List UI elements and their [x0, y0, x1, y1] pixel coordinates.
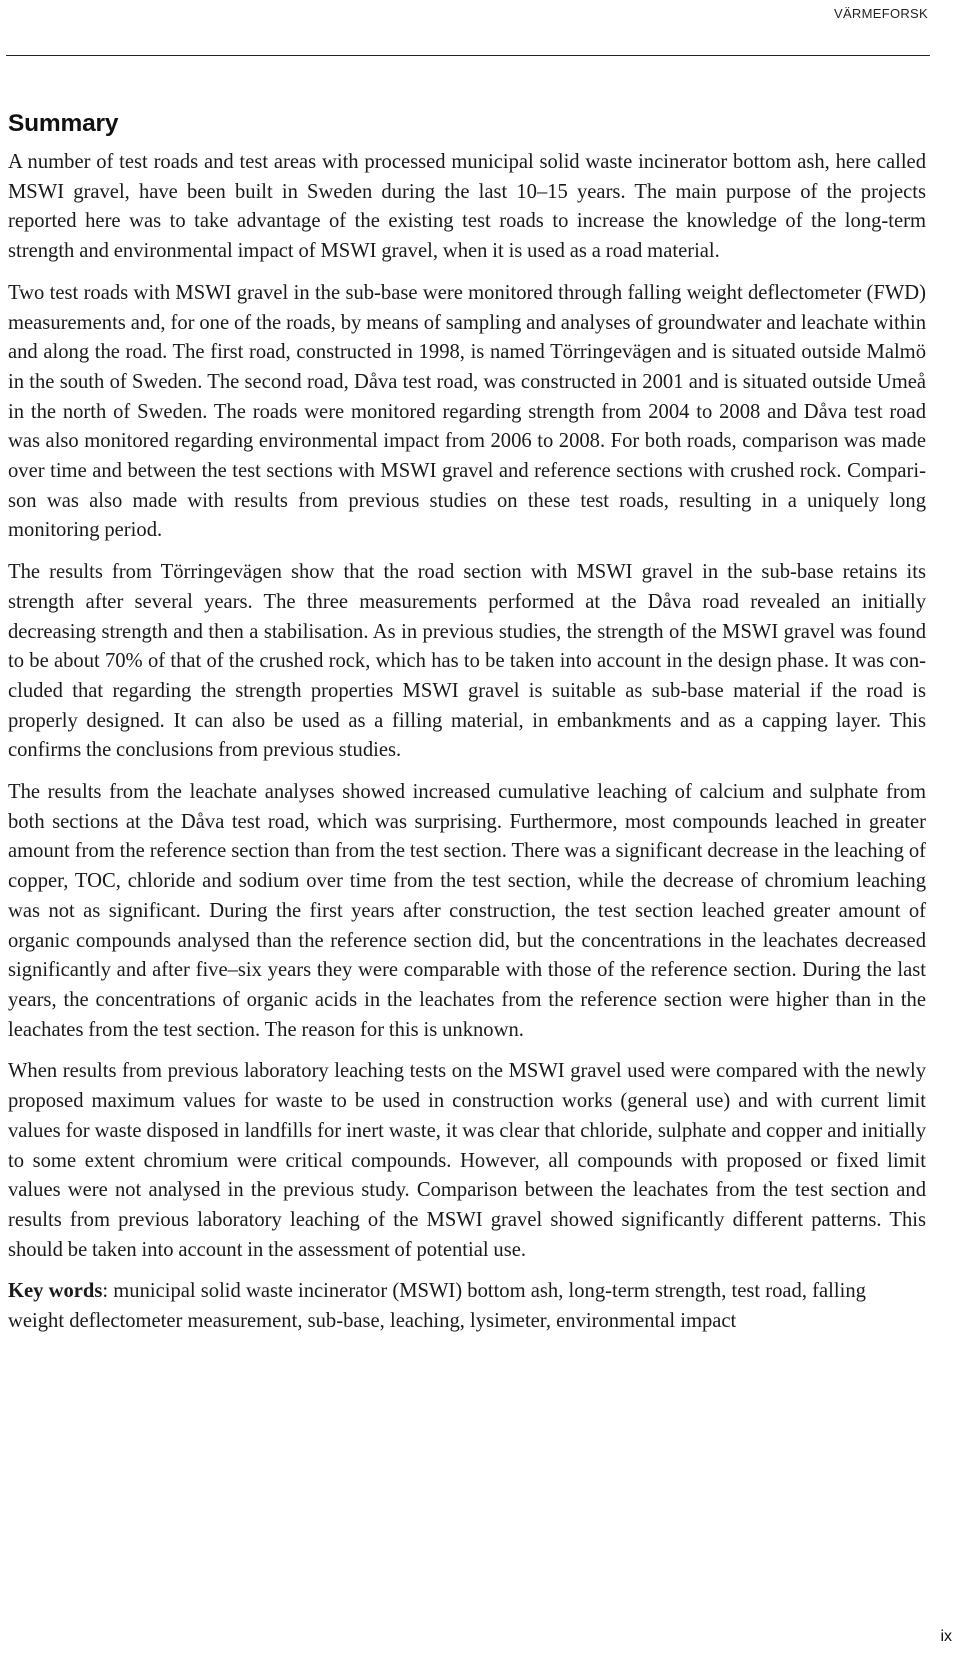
page-header — [0, 0, 960, 58]
keywords-separator: : — [102, 1280, 114, 1303]
header-organization: VÄRMEFORSK — [833, 6, 928, 21]
page-content — [8, 108, 926, 1337]
header-divider — [6, 55, 930, 56]
summary-paragraph-3: The results from Törringevägen show that the road section with MSWI gravel in the sub-base retains its strength after several years. The three measurements performed at the Dåva road revealed an initially decreasing strength and then a stabilisation. As in previous studies, the strength of the MSWI gravel was found to be about 70% of that of the crushed rock, which has to be taken into account in the design phase. It was concluded that regarding the strength properties MSWI gravel is suitable as sub-base material if the road is properly designed. It can also be used as a filling material, in embankments and as a capping layer. This confirms the conclusions from previous studies. — [8, 561, 926, 762]
summary-paragraph-1: A number of test roads and test areas with processed municipal solid waste incinerator bottom ash, here called MSWI gravel, have been built in Sweden during the last 10–15 years. The main purpose of the projects reported here was to take advantage of the existing test roads to increase the knowledge of the long-term strength and environmental impact of MSWI gravel, when it is used as a road material. — [8, 151, 926, 263]
summary-paragraph-2: Two test roads with MSWI gravel in the sub-base were monitored through falling weight deflectometer (FWD) measurements and, for one of the roads, by means of sampling and analyses of groundwater and leachate within and along the road. The first road, constructed in 1998, is named Törringevägen and is situated outside Malmö in the south of Sweden. The second road, Dåva test road, was constructed in 2001 and is situated outside Umeå in the north of Sweden. The roads were monitored regarding strength from 2004 to 2008 and Dåva test road was also monitored regarding environmental impact from 2006 to 2008. For both roads, comparison was made over time and between the test sections with MSWI gravel and reference sections with crushed rock. Comparison was also made with results from previous studies on these test roads, resulting in a uniquely long monitoring period. — [8, 281, 926, 542]
keywords-line — [8, 1277, 926, 1336]
section-title: Summary — [8, 110, 119, 137]
keywords-label: Key words — [8, 1280, 103, 1303]
summary-paragraph-4: The results from the leachate analyses showed increased cumulative leaching of calcium and sulphate from both sections at the Dåva test road, which was surprising. Furthermore, most compounds leached in greater amount from the reference section than from the test section. There was a significant decrease in the leaching of copper, TOC, chloride and sodium over time from the test section, while the decrease of chromium leaching was not as significant. During the first years after construction, the test section leached greater amount of organic compounds analysed than the reference section did, but the concentrations in the leachates decreased significantly and after five–six years they were comparable with those of the reference section. During the last years, the concentrations of organic acids in the leachates from the reference section were higher than in the leachates from the test section. The reason for this is unknown. — [8, 781, 926, 1041]
summary-paragraph-5: When results from previous laboratory leaching tests on the MSWI gravel used were compared with the newly proposed maximum values for waste to be used in construction works (general use) and with current limit values for waste disposed in landfills for inert waste, it was clear that chloride, sulphate and copper and initially to some extent chromium were critical compounds. However, all compounds with proposed or fixed limit values were not analysed in the previous study. Comparison between the leachates from the test section and results from previous laboratory leaching of the MSWI gravel showed significantly different patterns. This should be taken into account in the assessment of potential use. — [8, 1060, 926, 1261]
page-number: ix — [940, 1628, 952, 1645]
keywords-text: municipal solid waste incinerator (MSWI) bottom ash, long-term strength, test road, falling weight deflectometer measurement, sub-base, leaching, lysimeter, environmental impact — [8, 1280, 866, 1333]
